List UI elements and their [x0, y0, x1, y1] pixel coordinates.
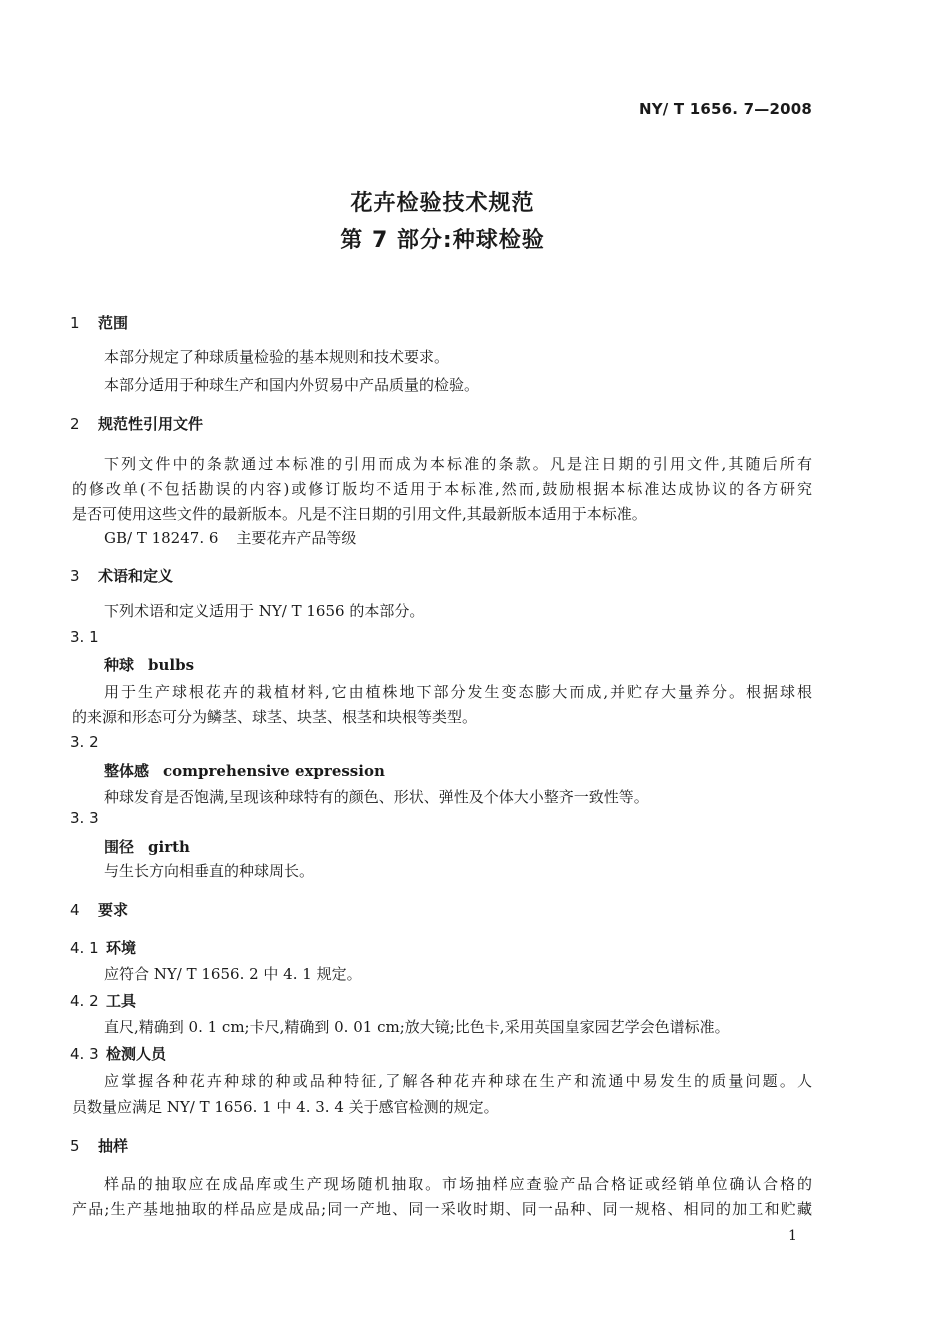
paragraph-line: 样品的抽取应在成品库或生产现场随机抽取。市场抽样应查验产品合格证或经销单位确认合格的 [104, 1175, 812, 1193]
section-title: 抽样 [98, 1137, 129, 1155]
section-number: 4 [70, 901, 80, 919]
section-number: 1 [70, 314, 80, 332]
paragraph-line: 是否可使用这些文件的最新版本。凡是不注日期的引用文件,其最新版本适用于本标准。 [72, 505, 647, 523]
section-2-heading [70, 413, 203, 434]
term-english: comprehensive expression [163, 762, 385, 780]
term-entry [104, 760, 385, 781]
clause-number: 4. 3 [70, 1045, 99, 1063]
clause-4-3-heading [70, 1043, 166, 1064]
clause-text: 员数量应满足 NY/ T 1656. 1 中 4. 3. 4 关于感官检测的规定。 [72, 1098, 499, 1116]
term-number: 3. 3 [70, 809, 99, 827]
paragraph: 本部分规定了种球质量检验的基本规则和技术要求。 [104, 348, 450, 366]
clause-number: 4. 1 [70, 939, 99, 957]
term-definition: 种球发育是否饱满,呈现该种球特有的颜色、形状、弹性及个体大小整齐一致性等。 [104, 788, 649, 806]
term-definition: 的来源和形态可分为鳞茎、球茎、块茎、根茎和块根等类型。 [72, 708, 478, 726]
reference-title: 主要花卉产品等级 [236, 529, 357, 547]
clause-title: 检测人员 [106, 1045, 167, 1063]
document-subtitle: 第 7 部分:种球检验 [340, 228, 545, 253]
section-title: 规范性引用文件 [98, 415, 204, 433]
term-definition: 用于生产球根花卉的栽植材料,它由植株地下部分发生变态膨大而成,并贮存大量养分。根据球根 [104, 683, 812, 701]
standard-code: NY/ T 1656. 7—2008 [638, 100, 812, 118]
clause-text: 直尺,精确到 0. 1 cm;卡尺,精确到 0. 01 cm;放大镜;比色卡,采用英国皇家园艺学会色谱标准。 [104, 1018, 730, 1036]
section-title: 要求 [98, 901, 129, 919]
page-number: 1 [788, 1228, 797, 1244]
term-entry [104, 836, 190, 857]
clause-number: 4. 2 [70, 992, 99, 1010]
section-title: 术语和定义 [98, 567, 174, 585]
section-5-heading [70, 1135, 128, 1156]
term-number: 3. 1 [70, 628, 99, 646]
section-1-heading [70, 312, 128, 333]
term-number: 3. 2 [70, 733, 99, 751]
clause-4-2-heading [70, 990, 136, 1011]
term-chinese: 整体感 [104, 762, 150, 780]
section-3-heading [70, 565, 173, 586]
section-number: 3 [70, 567, 80, 585]
paragraph: 下列术语和定义适用于 NY/ T 1656 的本部分。 [104, 602, 425, 620]
document-title: 花卉检验技术规范 [350, 191, 535, 216]
clause-title: 工具 [106, 992, 137, 1010]
section-4-heading [70, 899, 128, 920]
paragraph-line: 的修改单(不包括勘误的内容)或修订版均不适用于本标准,然而,鼓励根据本标准达成协议的各方研究 [72, 480, 812, 498]
section-number: 5 [70, 1137, 80, 1155]
term-definition: 与生长方向相垂直的种球周长。 [104, 862, 315, 880]
term-chinese: 种球 [104, 656, 135, 674]
clause-text: 应符合 NY/ T 1656. 2 中 4. 1 规定。 [104, 965, 362, 983]
clause-title: 环境 [106, 939, 137, 957]
reference-code: GB/ T 18247. 6 [104, 529, 219, 547]
section-number: 2 [70, 415, 80, 433]
term-english: girth [148, 838, 190, 856]
paragraph-line: 下列文件中的条款通过本标准的引用而成为本标准的条款。凡是注日期的引用文件,其随后所有 [104, 455, 812, 473]
clause-4-1-heading [70, 937, 136, 958]
term-english: bulbs [148, 656, 195, 674]
section-title: 范围 [98, 314, 129, 332]
paragraph-line: 产品;生产基地抽取的样品应是成品;同一产地、同一采收时期、同一品种、同一规格、相同的加工和贮藏 [72, 1200, 812, 1218]
paragraph: 本部分适用于种球生产和国内外贸易中产品质量的检验。 [104, 376, 480, 394]
term-entry [104, 654, 194, 675]
term-chinese: 围径 [104, 838, 135, 856]
clause-text: 应掌握各种花卉种球的种或品种特征,了解各种花卉种球在生产和流通中易发生的质量问题。人 [104, 1072, 812, 1090]
reference-entry [104, 527, 356, 548]
